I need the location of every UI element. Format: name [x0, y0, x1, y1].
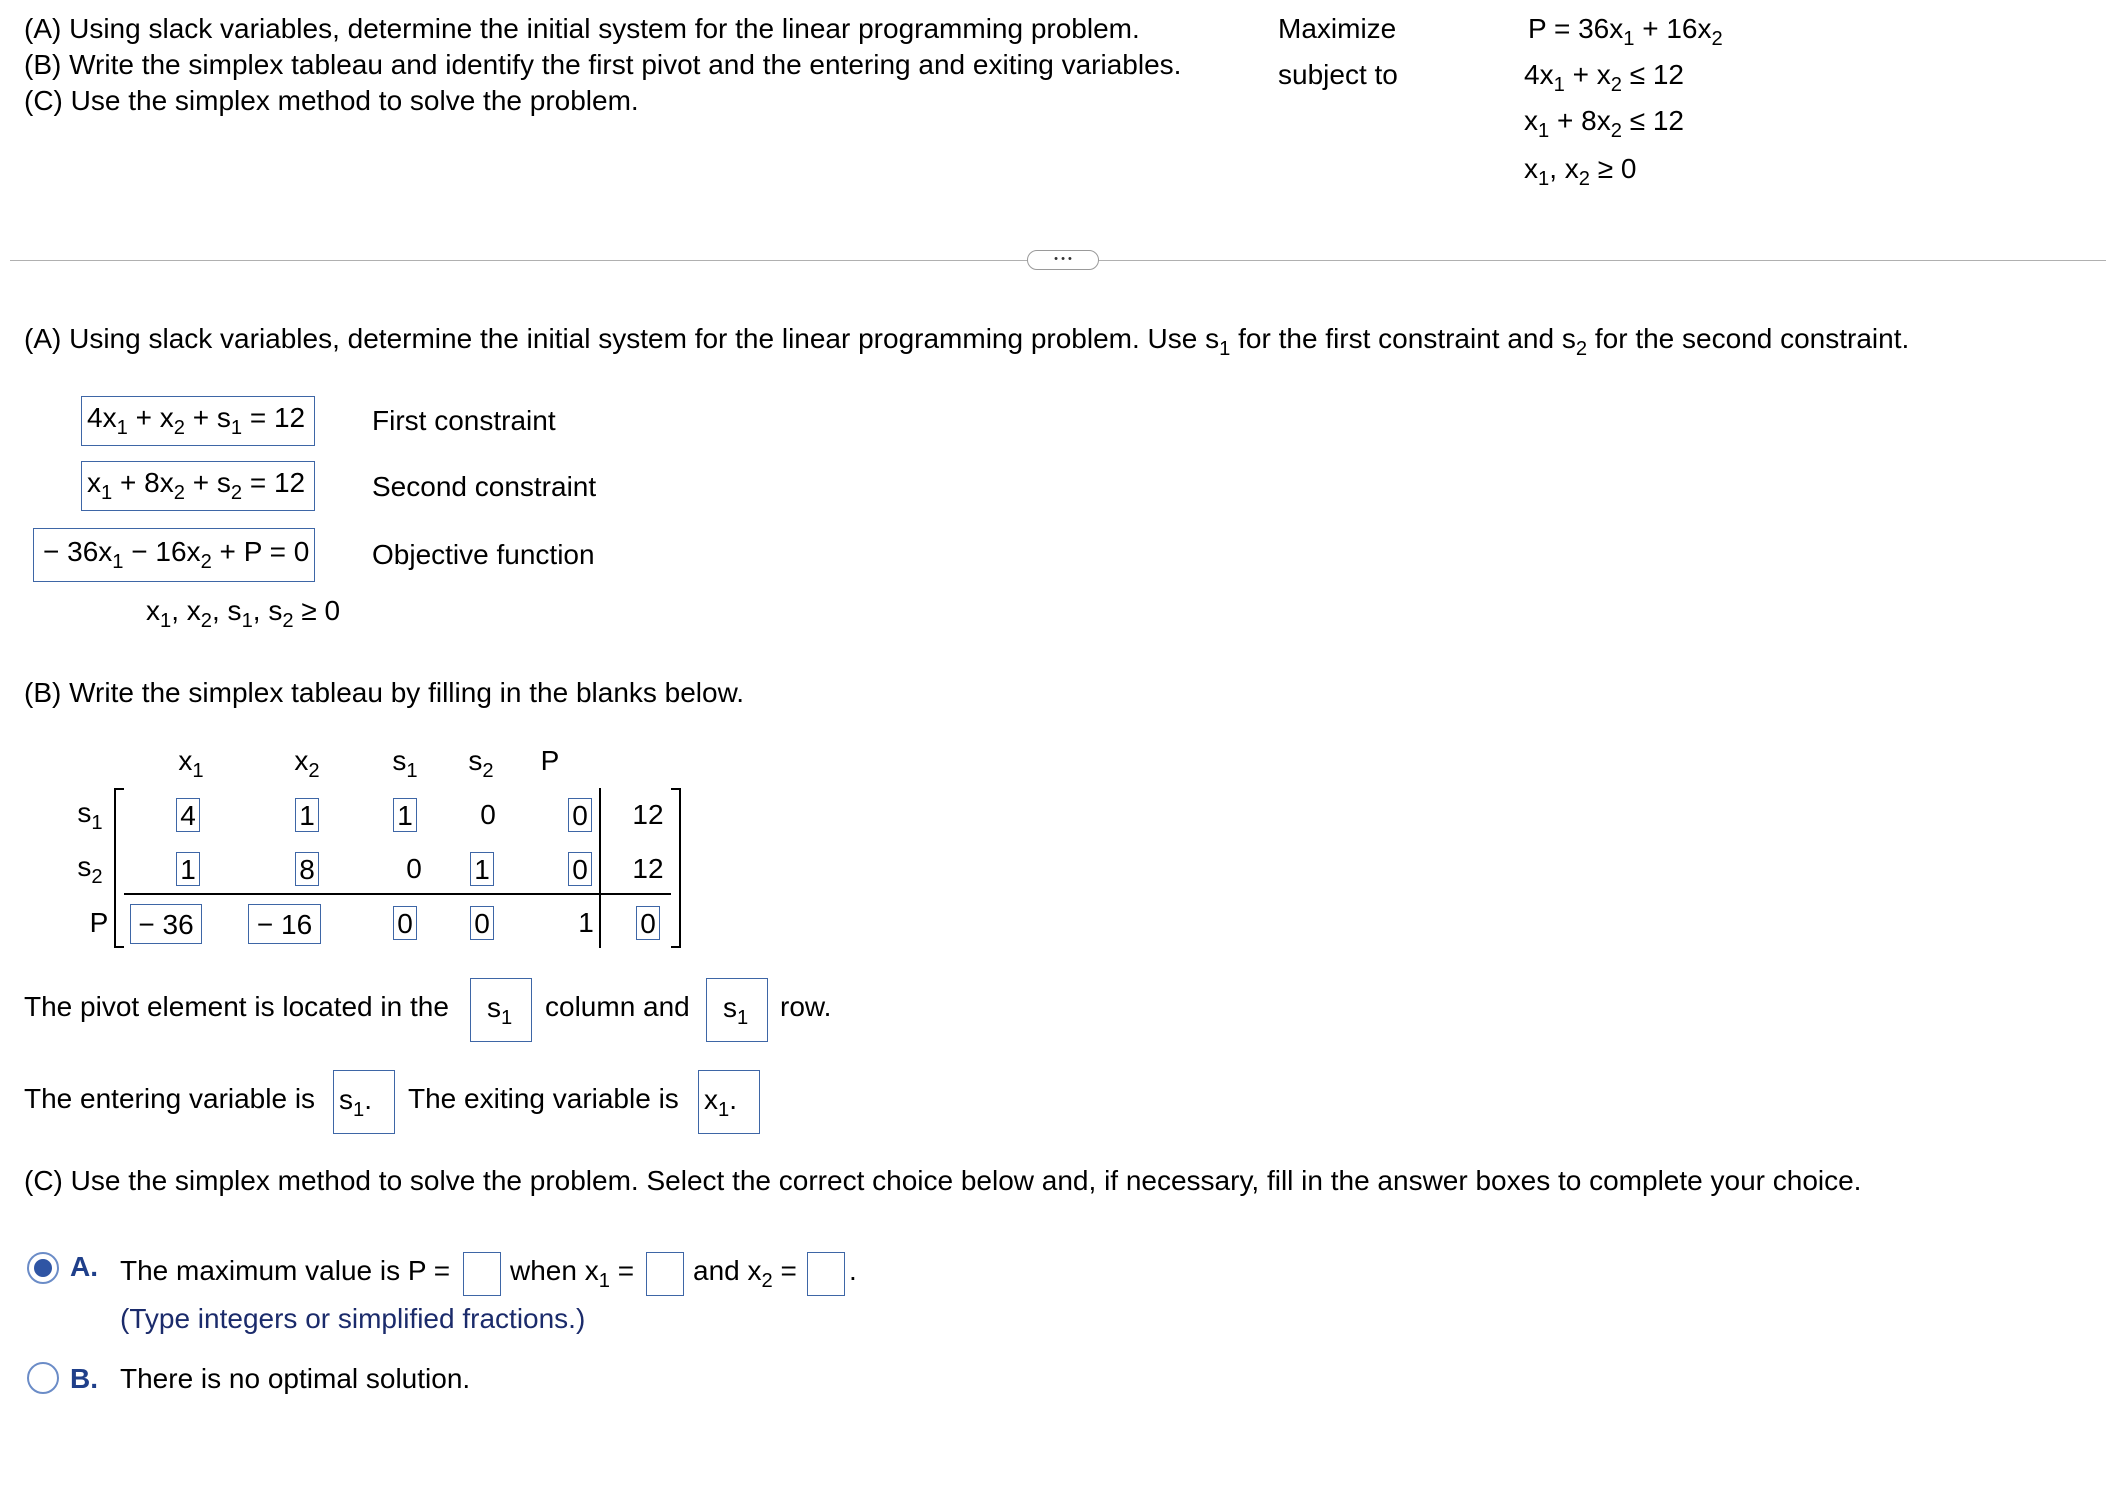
instruction-b: (B) Write the simplex tableau and identify the first pivot and the entering and exiting variables. — [24, 49, 1182, 80]
cell-r1-x2[interactable]: 1 — [295, 798, 319, 832]
row-label-s1: $s_1$ — [77, 797, 103, 835]
exiting-text: The exiting variable is — [408, 1083, 679, 1114]
cell-r3-x1[interactable]: − 36 — [130, 904, 202, 944]
cell-r2-x1[interactable]: 1 — [176, 852, 200, 886]
pivot-text-pre: The pivot element is located in the — [24, 991, 449, 1022]
second-constraint-equation[interactable]: $x_1 + 8x_2 + s_2 = 12$ — [81, 461, 315, 511]
tableau-horizontal-divider — [124, 893, 671, 895]
instruction-a: (A) Using slack variables, determine the initial system for the linear programming problem. — [24, 13, 1140, 44]
pivot-text-post: row. — [780, 991, 832, 1022]
instruction-c: (C) Use the simplex method to solve the problem. — [24, 85, 639, 116]
pivot-text-mid: column and — [545, 991, 690, 1022]
row-label-s2: $s_2$ — [77, 851, 103, 889]
x2-value-input[interactable] — [807, 1252, 845, 1296]
option-a-period: . — [849, 1255, 857, 1286]
col-header-s2: $s_2$ — [468, 745, 494, 783]
cell-r3-s1[interactable]: 0 — [393, 906, 417, 940]
tableau-vertical-divider — [599, 788, 601, 948]
more-button[interactable]: • • • — [1027, 250, 1099, 270]
cell-r2-s2[interactable]: 1 — [470, 852, 494, 886]
option-a-radio[interactable] — [27, 1252, 59, 1284]
first-constraint-label: First constraint — [372, 405, 556, 436]
part-c-prompt: (C) Use the simplex method to solve the problem. Select the correct choice below and, if necessary, fill in the answer boxes to complete your choice. — [24, 1165, 1862, 1196]
cell-r1-s2: 0 — [480, 799, 496, 830]
objective-function: $P = 36x_1 + 16x_2$ — [1528, 13, 1723, 51]
part-b-prompt: (B) Write the simplex tableau by filling in the blanks below. — [24, 677, 745, 708]
subject-to-label: subject to — [1278, 59, 1398, 90]
cell-r3-s2[interactable]: 0 — [470, 906, 494, 940]
option-a-radio-dot — [34, 1259, 52, 1277]
cell-r2-p[interactable]: 0 — [568, 852, 592, 886]
entering-variable-answer[interactable]: $s_1$. — [333, 1070, 395, 1134]
option-a-and-x2: and $x_2$ = — [693, 1255, 797, 1293]
cell-r3-rhs[interactable]: 0 — [636, 906, 660, 940]
objective-function-label: Objective function — [372, 539, 595, 570]
part-a-prompt: (A) Using slack variables, determine the initial system for the linear programming problem. Use $s_1$ for the first constraint and $s_2$ for the second constraint. — [24, 323, 1910, 361]
option-b-text: There is no optimal solution. — [120, 1363, 471, 1394]
first-constraint-equation[interactable]: $4x_1 + x_2 + s_1 = 12$ — [81, 396, 315, 446]
col-header-s1: $s_1$ — [392, 745, 418, 783]
cell-r2-x2[interactable]: 8 — [295, 852, 319, 886]
row-label-p: P — [89, 907, 109, 938]
cell-r2-rhs: 12 — [632, 853, 664, 884]
second-constraint-label: Second constraint — [372, 471, 597, 502]
pivot-row-answer[interactable]: $s_1$ — [706, 978, 768, 1042]
objective-function-equation[interactable]: − $36x_1 - 16x_2 + P = 0$ — [33, 528, 315, 582]
exiting-variable-answer[interactable]: $x_1$. — [698, 1070, 760, 1134]
x1-value-input[interactable] — [646, 1252, 684, 1296]
option-a-hint: (Type integers or simplified fractions.) — [120, 1303, 586, 1334]
cell-r1-x1[interactable]: 4 — [176, 798, 200, 832]
cell-r2-s1: 0 — [406, 853, 422, 884]
col-header-p: P — [540, 745, 560, 776]
tableau-right-bracket — [671, 788, 681, 948]
tableau-left-bracket — [114, 788, 124, 948]
option-a-letter: A. — [70, 1251, 98, 1282]
col-header-x1: $x_1$ — [178, 745, 204, 783]
option-b-letter: B. — [70, 1363, 98, 1394]
cell-r3-x2[interactable]: − 16 — [248, 904, 321, 944]
maximize-label: Maximize — [1278, 13, 1397, 44]
slack-nonnegativity: $x_1$, $x_2$, $s_1$, $s_2 \ge 0$ — [146, 595, 341, 633]
option-a-text: The maximum value is P = — [120, 1255, 451, 1286]
col-header-x2: $x_2$ — [294, 745, 320, 783]
entering-text: The entering variable is — [24, 1083, 316, 1114]
option-b-radio[interactable] — [27, 1362, 59, 1394]
cell-r1-rhs: 12 — [632, 799, 664, 830]
cell-r1-p[interactable]: 0 — [568, 798, 592, 832]
max-value-input[interactable] — [463, 1252, 501, 1296]
cell-r1-s1[interactable]: 1 — [393, 798, 417, 832]
nonnegativity-constraint: $x_1$, $x_2 \ge 0$ — [1524, 153, 1637, 191]
constraint-1: $4x_1 + x_2 \le 12$ — [1524, 59, 1685, 97]
option-a-when-x1: when $x_1$ = — [510, 1255, 635, 1293]
pivot-column-answer[interactable]: $s_1$ — [470, 978, 532, 1042]
cell-r3-p: 1 — [578, 907, 594, 938]
constraint-2: $x_1 + 8x_2 \le 12$ — [1524, 105, 1684, 143]
